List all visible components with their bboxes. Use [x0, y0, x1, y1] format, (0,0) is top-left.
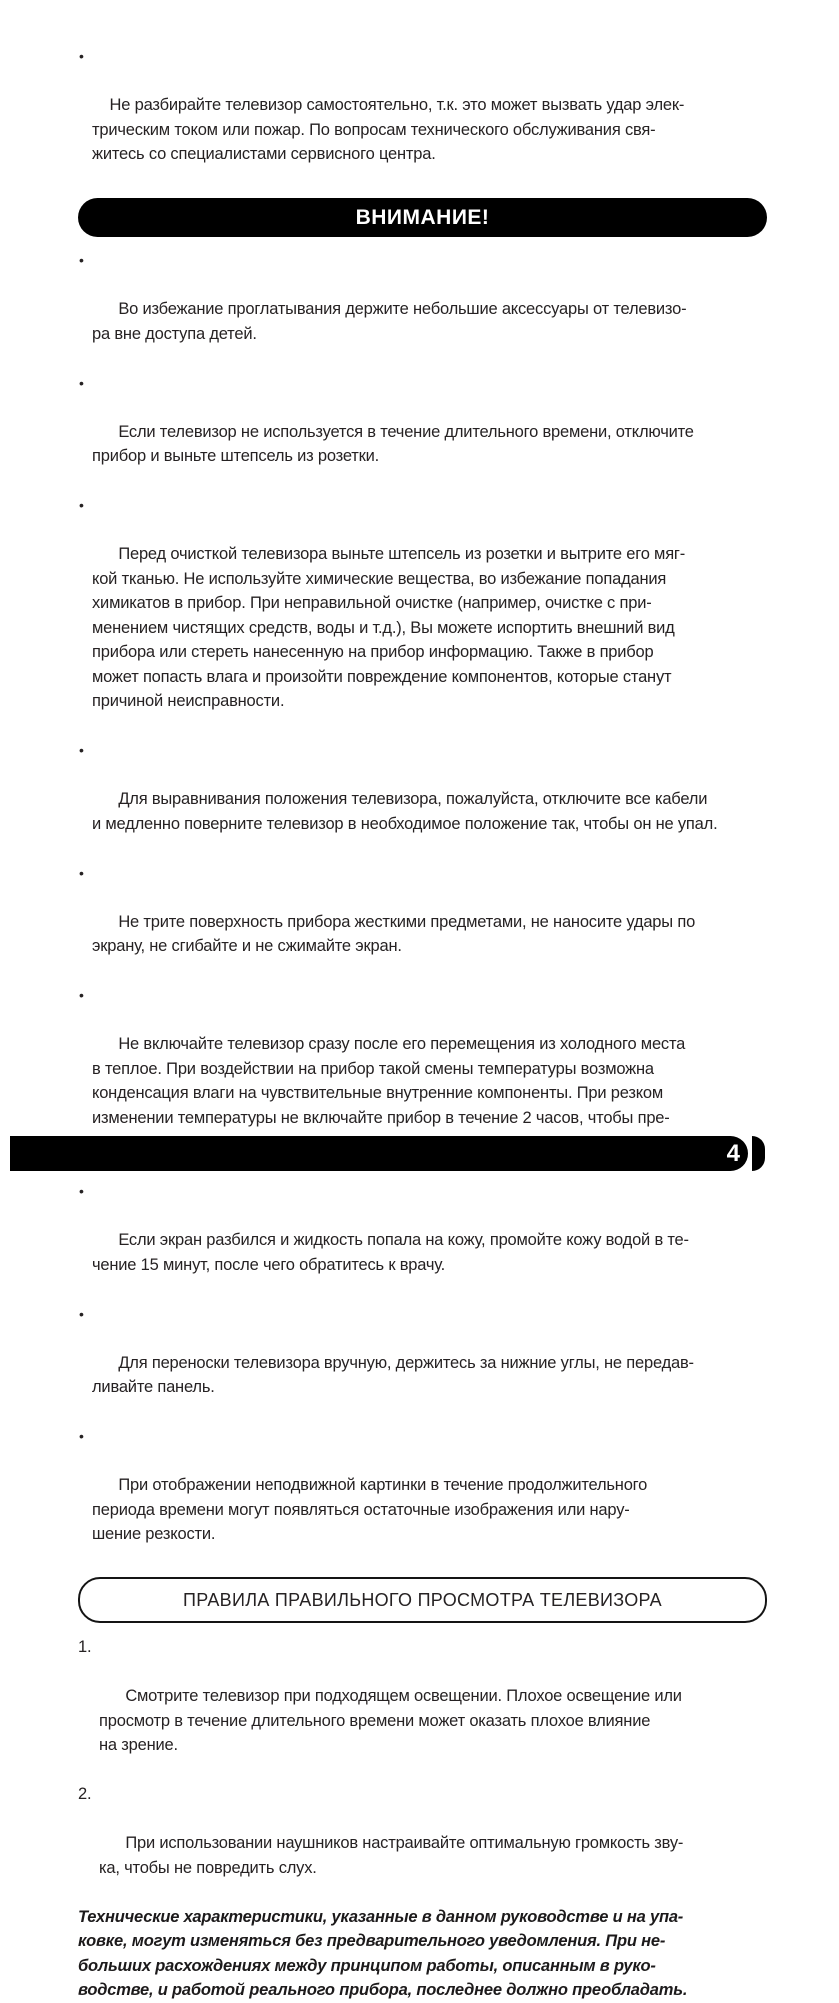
bullet-icon: •: [79, 1305, 84, 1322]
warning-bullet-list: [78, 248, 767, 1571]
bullet-icon: •: [79, 497, 84, 513]
page-number: 4: [726, 1139, 740, 1167]
list-item-text: Не трите поверхность прибора жесткими предметами, не наносите удары по экрану, не сгибайте и не сжимайте экран.: [92, 912, 696, 955]
bullet-icon: •: [79, 864, 84, 881]
bullet-icon: •: [79, 1183, 84, 1199]
list-item: [78, 1782, 767, 1905]
list-item-text: При отображении неподвижной картинки в течение продолжительного периода времени могут появляться остаточные изображения или нару- шение резкости.: [92, 1476, 648, 1543]
list-item-text: Не разбирайте телевизор самостоятельно, т.к. это может вызвать удар элек- трическим током или пожар. По вопросам технического обслуживания свя- житесь со специалистами сервисного центра.: [92, 96, 685, 163]
list-item-text: Если телевизор не используется в течение длительного времени, отключите прибор и выньте штепсель из розетки.: [92, 422, 694, 465]
list-item: [78, 738, 767, 861]
warning-banner: [78, 198, 767, 237]
bullet-icon: •: [79, 1428, 84, 1444]
bullet-icon: •: [79, 48, 84, 64]
footer-bar: [10, 1136, 748, 1171]
list-item-text: Перед очисткой телевизора выньте штепсель из розетки и вытрите его мяг- кой тканью. Не используйте химические вещества, во избежание попадания химикатов в прибор. При неправильной очистке (например, очистке с при- менением чистящих средств, воды и т.д.), Вы можете испортить внешний вид прибора или стереть нанесенную на прибор информацию. Также в прибор может попасть влага и произойти повреждение компонентов, которые станут причиной неисправности.: [92, 545, 686, 710]
bullet-icon: •: [79, 742, 84, 758]
list-item: [78, 44, 767, 191]
list-item-text: Для переноски телевизора вручную, держитесь за нижние углы, не передав- ливайте панель.: [92, 1353, 694, 1396]
warning-banner-label: ВНИМАНИЕ!: [355, 205, 490, 229]
list-item-number: 1.: [78, 1638, 92, 1656]
list-item: [78, 1424, 767, 1571]
bullet-icon: •: [79, 252, 84, 268]
list-item: [78, 493, 767, 738]
rules-section-header: [78, 1577, 767, 1623]
list-item-text: Не включайте телевизор сразу после его перемещения из холодного места в теплое. При воздействии на прибор такой смены температуры возможна конденсация влаги на чувствительные внутренние компоненты. При резком изменении температуры не включайте прибор в течение 2 часов, чтобы пре-: [92, 1035, 686, 1127]
list-item-text: Для выравнивания положения телевизора, пожалуйста, отключите все кабели и медленно поверните телевизор в необходимое положение так, чтобы он не упал.: [92, 790, 718, 833]
list-item: [78, 861, 767, 984]
list-item-text: При использовании наушников настраивайте оптимальную громкость зву- ка, чтобы не повредить слух.: [99, 1834, 684, 1877]
bullet-icon: •: [79, 987, 84, 1003]
list-item-text: Смотрите телевизор при подходящем освещении. Плохое освещение или просмотр в течение длительного времени может оказать плохое влияние на зрение.: [99, 1687, 682, 1754]
list-item: [78, 248, 767, 371]
list-item-number: 2.: [78, 1785, 92, 1803]
list-item-text: Если экран разбился и жидкость попала на кожу, промойте кожу водой в те- чение 15 минут, после чего обратитесь к врачу.: [92, 1231, 689, 1274]
list-item: [78, 1179, 767, 1302]
specifications-disclaimer: Технические характеристики, указанные в данном руководстве и на упа- ковке, могут изменяться без предварительного уведомления. При не- больших расхождениях между принципом работы, описанным в руко- водстве, и работой реального прибора, последнее должно преобладать.: [78, 1907, 688, 1999]
rules-list: [78, 1635, 767, 1905]
list-item: [78, 1635, 767, 1782]
list-item: [78, 1302, 767, 1425]
rules-section-title: ПРАВИЛА ПРАВИЛЬНОГО ПРОСМОТРА ТЕЛЕВИЗОРА: [183, 1589, 662, 1610]
bullet-icon: •: [79, 374, 84, 391]
list-item: [78, 371, 767, 494]
list-item-text: Во избежание проглатывания держите небольшие аксессуары от телевизо- ра вне доступа детей.: [92, 300, 687, 343]
